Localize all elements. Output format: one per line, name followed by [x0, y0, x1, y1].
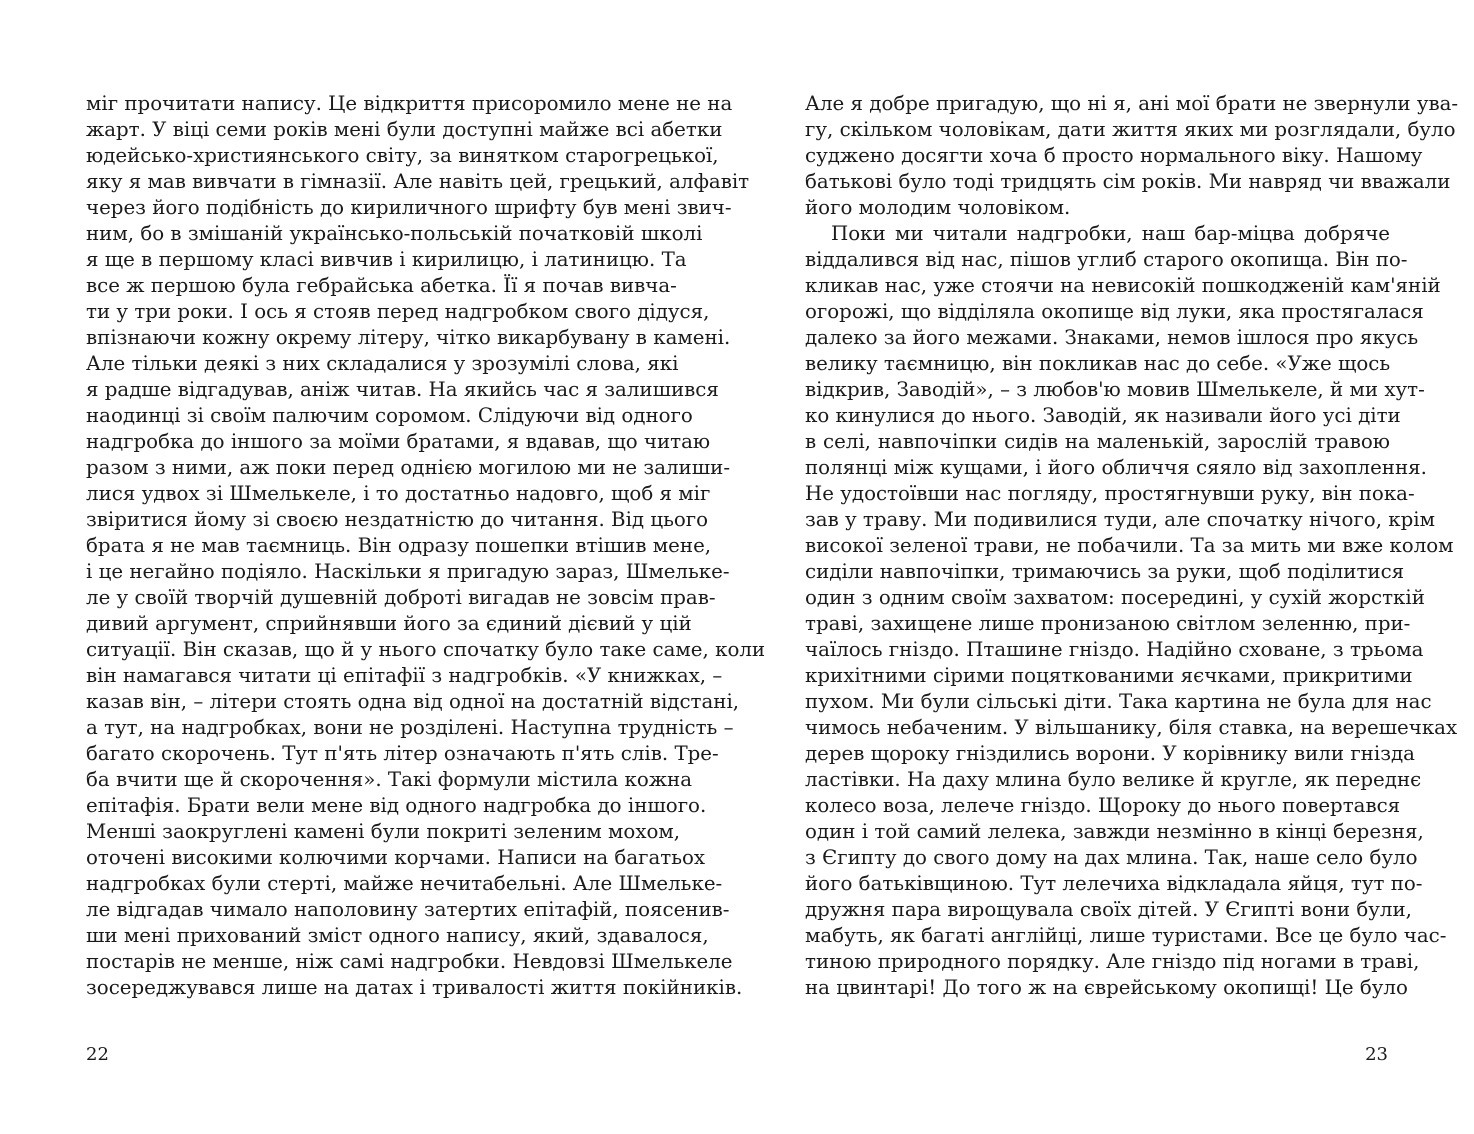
text-line: огорожі, що відділяла окопище від луки, яка простягалася: [805, 300, 1424, 323]
text-line: кликав нас, уже стоячи на невисокій пошкодженій кам'яній: [805, 274, 1441, 297]
text-line: юдейсько-християнського світу, за винятком старогрецької,: [86, 144, 719, 167]
text-line: крихітними сірими поцяткованими яєчками, прикритими: [805, 664, 1413, 687]
text-line: брата я не мав таємниць. Він одразу пошепки втішив мене,: [86, 534, 712, 557]
text-line: а тут, на надгробках, вони не розділені. Наступна трудність –: [86, 716, 734, 739]
text-line: віддалився від нас, пішов углиб старого окопища. Він по-: [805, 248, 1408, 271]
text-line: впізнаючи кожну окрему літеру, чітко викарбувану в камені.: [86, 326, 731, 349]
text-line: ти у три роки. І ось я стояв перед надгробком свого дідуся,: [86, 300, 710, 323]
text-line: його батьківщиною. Тут лелечиха відкладала яйця, тут по-: [805, 872, 1423, 895]
text-line: наодинці зі своїм палючим соромом. Слідуючи від одного: [86, 404, 693, 427]
text-line: лися удвох зі Шмелькеле, і то достатньо надовго, щоб я міг: [86, 482, 711, 505]
text-line: в селі, навпочіпки сидів на маленькій, зарослій травою: [805, 430, 1390, 453]
text-line: надгробка до іншого за моїми братами, я вдавав, що читаю: [86, 430, 711, 453]
text-line: я радше відгадував, аніж читав. На якийсь час я залишився: [86, 378, 719, 401]
text-line: один і той самий лелека, завжди незмінно в кінці березня,: [805, 820, 1424, 843]
text-line: мабуть, як багаті англійці, лише туристами. Все це було час-: [805, 924, 1447, 947]
right-page: [737, 0, 1474, 1134]
text-line: чаїлось гніздо. Пташине гніздо. Надійно сховане, з трьома: [805, 638, 1424, 661]
text-line: дивий аргумент, сприйнявши його за єдиний дієвий у цій: [86, 612, 692, 635]
text-line: він намагався читати ці епітафії з надгробків. «У книжках, –: [86, 664, 723, 687]
left-page-text: [86, 91, 766, 1001]
text-line: з Єгипту до свого дому на дах млина. Так, наше село було: [805, 846, 1418, 869]
text-line: ко кинулися до нього. Заводій, як називали його усі діти: [805, 404, 1401, 427]
page-number: 22: [86, 1044, 109, 1065]
text-line: Не удостоївши нас погляду, простягнувши руку, він пока-: [805, 482, 1415, 505]
text-line: ши мені прихований зміст одного напису, який, здавалося,: [86, 924, 709, 947]
text-line: ситуації. Він сказав, що й у нього спочатку було таке саме, коли: [86, 638, 766, 661]
text-line: високої зеленої трави, не побачили. Та за мить ми вже колом: [805, 534, 1454, 557]
text-line: ле відгадав чимало наполовину затертих епітафій, поясенив-: [86, 898, 730, 921]
text-line: сиділи навпочіпки, тримаючись за руки, щоб поділитися: [805, 560, 1405, 583]
text-line: оточені високими колючими корчами. Написи на багатьох: [86, 846, 706, 869]
text-line: один з одним своїм захватом: посередині, у сухій жорсткій: [805, 586, 1425, 609]
text-line: епітафія. Брати вели мене від одного надгробка до іншого.: [86, 794, 707, 817]
text-line: дружня пара вирощувала своїх дітей. У Єгипті вони були,: [805, 898, 1412, 921]
text-line: відкрив, Заводій», – з любов'ю мовив Шмелькеле, й ми хут-: [805, 378, 1425, 401]
text-line: Але я добре пригадую, що ні я, ані мої брати не звернули ува-: [805, 92, 1459, 115]
text-line: через його подібність до кириличного шрифту був мені звич-: [86, 196, 732, 219]
text-line: траві, захищене лише пронизаною світлом зеленню, при-: [805, 612, 1411, 635]
text-line: ним, бо в змішаній українсько-польській початковій школі: [86, 222, 703, 245]
text-line: пухом. Ми були сільські діти. Така картина не була для нас: [805, 690, 1432, 713]
text-line: зосереджувався лише на датах і тривалості життя покійників.: [86, 976, 743, 999]
text-line: жарт. У віці семи років мені були доступні майже всі абетки: [86, 118, 723, 141]
page-number: 23: [1365, 1044, 1388, 1065]
paragraph-end-line: його молодим чоловіком.: [805, 196, 1071, 219]
text-line: велику таємницю, він покликав нас до себе. «Уже щось: [805, 352, 1391, 375]
text-line: дерев щороку гніздились ворони. У корівнику вили гнізда: [805, 742, 1415, 765]
paragraph-start-line: Поки ми читали надгробки, наш бар-міцва добряче: [831, 222, 1390, 245]
right-page-text: [805, 91, 1459, 1001]
text-line: на цвинтарі! До того ж на єврейському окопищі! Це було: [805, 976, 1408, 999]
text-line: Менші заокруглені камені були покриті зеленим мохом,: [86, 820, 681, 843]
text-line: багато скорочень. Тут п'ять літер означають п'ять слів. Тре-: [86, 742, 719, 765]
text-line: колесо воза, лелече гніздо. Щороку до нього повертався: [805, 794, 1401, 817]
text-line: тиною природного порядку. Але гніздо під ногами в траві,: [805, 950, 1420, 973]
text-line: суджено досягти хоча б просто нормального віку. Нашому: [805, 144, 1423, 167]
text-line: разом з ними, аж поки перед однією могилою ми не залиши-: [86, 456, 731, 479]
text-line: постарів не менше, ніж самі надгробки. Невдовзі Шмелькеле: [86, 950, 733, 973]
text-line: і це негайно подіяло. Наскільки я пригадую зараз, Шмельке-: [86, 560, 730, 583]
text-line: чимось небаченим. У вільшанику, біля ставка, на верешечках: [805, 716, 1458, 739]
text-line: все ж першою була гебрайська абетка. Її я почав вивча-: [86, 274, 677, 297]
text-line: ба вчити ще й скорочення». Такі формули містила кожна: [86, 768, 692, 791]
text-line: полянці між кущами, і його обличчя сяяло від захоплення.: [805, 456, 1427, 479]
text-line: яку я мав вивчати в гімназії. Але навіть цей, грецький, алфавіт: [86, 170, 750, 193]
text-line: зав у траву. Ми подивилися туди, але спочатку нічого, крім: [805, 508, 1436, 531]
text-line: ле у своїй творчій душевній доброті вигадав не зовсім прав-: [86, 586, 716, 609]
text-line: казав він, – літери стоять одна від одної на достатній відстані,: [86, 690, 740, 713]
text-line: ластівки. На даху млина було велике й кругле, як переднє: [805, 768, 1422, 791]
text-line: батькові було тоді тридцять сім років. Ми навряд чи вважали: [805, 170, 1451, 193]
text-line: далеко за його межами. Знаками, немов ішлося про якусь: [805, 326, 1419, 349]
text-line: гу, скільком чоловікам, дати життя яких ми розглядали, було: [805, 118, 1456, 141]
text-line: Але тільки деякі з них складалися у зрозумілі слова, які: [86, 352, 679, 375]
text-line: звіритися йому зі своєю нездатністю до читання. Від цього: [86, 508, 709, 531]
text-line: надгробках були стерті, майже нечитабельні. Але Шмельке-: [86, 872, 723, 895]
text-line: міг прочитати напису. Це відкриття присоромило мене не на: [86, 92, 733, 115]
text-line: я ще в першому класі вивчив і кирилицю, і латиницю. Та: [86, 248, 687, 271]
